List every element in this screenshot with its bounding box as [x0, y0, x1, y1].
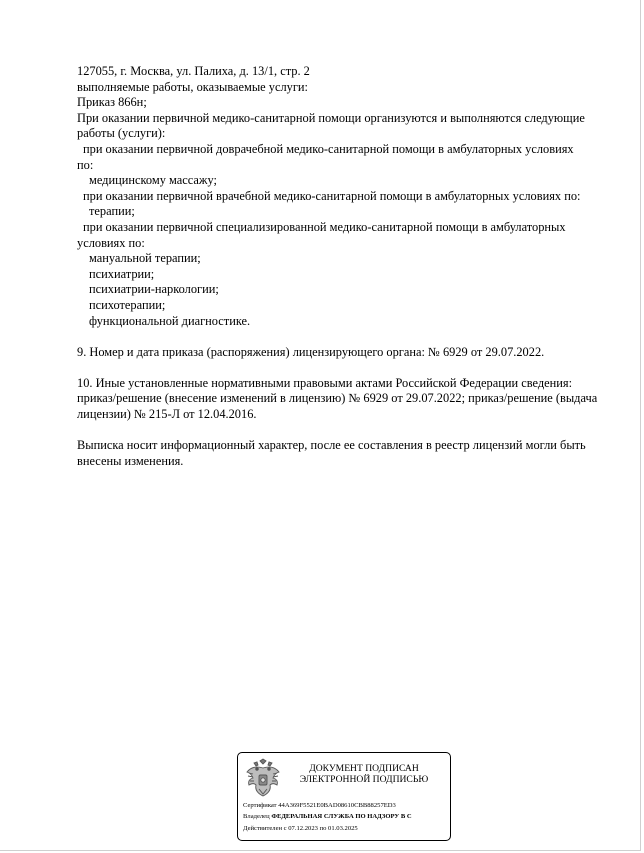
works-heading: выполняемые работы, оказываемые услуги:	[77, 79, 309, 94]
notice-line-1: Выписка носит информационный характер, после ее составления в реестр лицензий могли быть	[77, 438, 586, 453]
service-psychotherapy: психотерапии;	[89, 297, 166, 312]
prehospital-care-line: при оказании первичной доврачебной медико-санитарной помощи в амбулаторных условиях	[83, 141, 574, 156]
item-9-order: 9. Номер и дата приказа (распоряжения) лицензирующего органа: № 6929 от 29.07.2022.	[77, 344, 545, 359]
certificate-row	[243, 802, 396, 810]
stamp-title-line-1: ДОКУМЕНТ ПОДПИСАН	[309, 763, 419, 774]
primary-care-intro-cont: работы (услуги):	[77, 126, 166, 141]
owner-label: Владелец	[243, 813, 270, 820]
address-line: 127055, г. Москва, ул. Палиха, д. 13/1, стр. 2	[77, 64, 310, 78]
order-reference: Приказ 866н;	[77, 95, 147, 110]
item-10-line-2: приказ/решение (внесение изменений в лицензию) № 6929 от 29.07.2022; приказ/решение (выдача	[77, 391, 598, 406]
electronic-signature-stamp	[237, 752, 451, 841]
certificate-label: Сертификат	[243, 802, 277, 809]
service-psychiatry: психиатрии;	[89, 266, 155, 281]
stamp-title-line-2: ЭЛЕКТРОННОЙ ПОДПИСЬЮ	[299, 774, 429, 785]
certificate-number: 44A369F5521E0BAD08610CBB88257ED3	[278, 802, 396, 809]
owner-name: ФЕДЕРАЛЬНАЯ СЛУЖБА ПО НАДЗОРУ В С	[271, 813, 412, 820]
specialized-care-line-cont: условиях по:	[77, 235, 145, 250]
service-therapy: терапии;	[89, 204, 135, 219]
prehospital-care-line-cont: по:	[77, 157, 94, 172]
russian-coat-of-arms-icon	[245, 758, 281, 798]
document-body	[77, 64, 637, 469]
item-10-line-3: лицензии) № 215-Л от 12.04.2016.	[77, 407, 257, 422]
specialized-care-line: при оказании первичной специализированной медико-санитарной помощи в амбулаторных	[83, 219, 566, 234]
owner-row	[243, 813, 412, 821]
validity-period: Действителен с 07.12.2023 по 01.03.2025	[243, 825, 358, 832]
notice-line-2: внесены изменения.	[77, 453, 184, 468]
service-manual-therapy: мануальной терапии;	[89, 251, 201, 266]
service-functional-diagnostics: функциональной диагностике.	[89, 313, 251, 328]
physician-care-line: при оказании первичной врачебной медико-санитарной помощи в амбулаторных условиях по:	[83, 188, 581, 203]
service-massage: медицинскому массажу;	[89, 173, 217, 188]
item-10-line-1: 10. Иные установленные нормативными правовыми актами Российской Федерации сведения:	[77, 375, 573, 390]
service-narcology: психиатрии-наркологии;	[89, 282, 219, 297]
primary-care-intro: При оказании первичной медико-санитарной помощи организуются и выполняются следующие	[77, 110, 585, 125]
